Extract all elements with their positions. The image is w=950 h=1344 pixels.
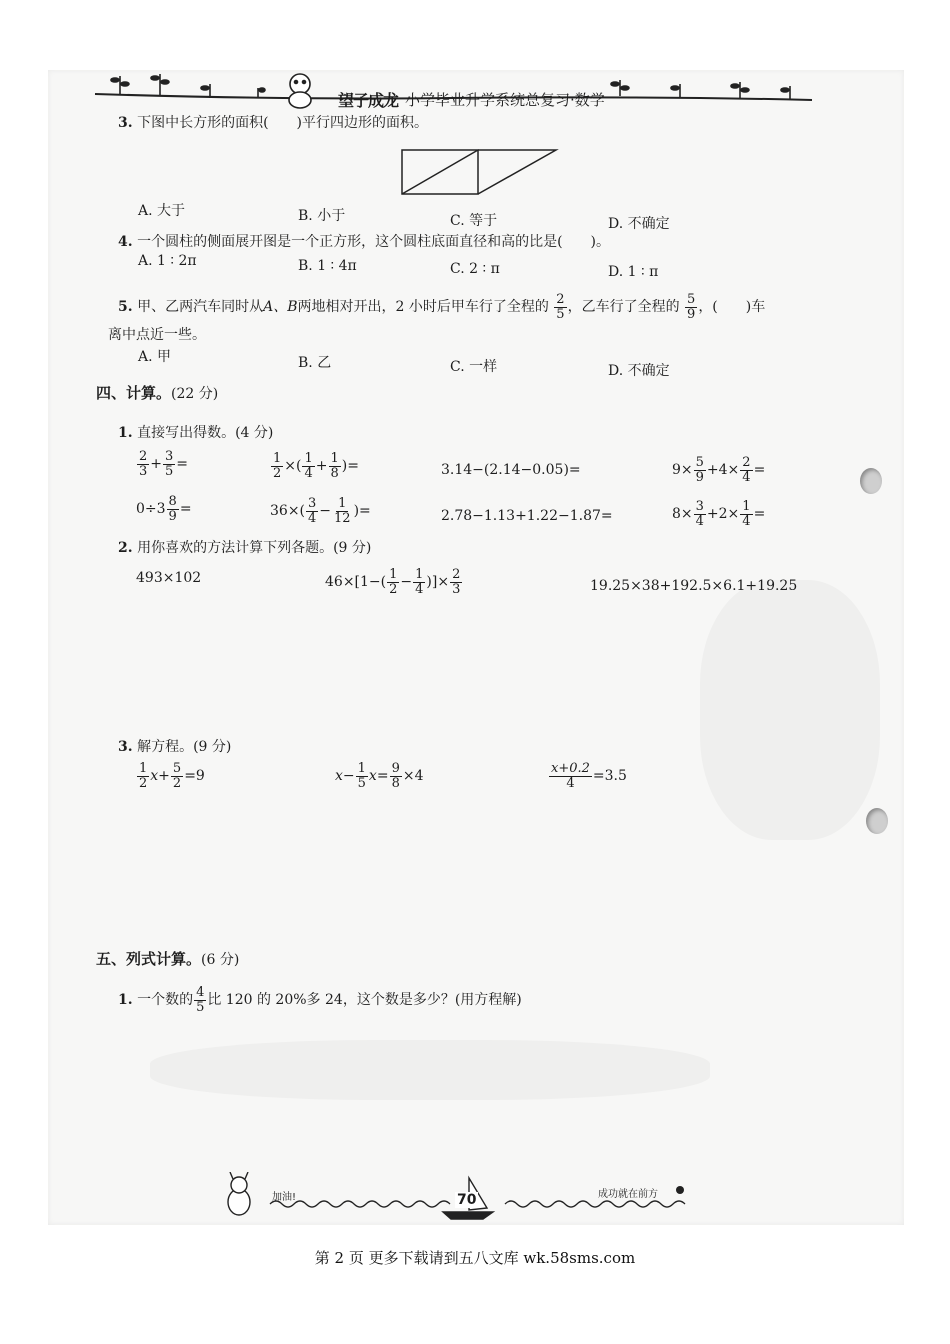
denominator: 8 xyxy=(391,775,400,791)
numerator: 1 xyxy=(742,499,751,514)
q4-option-c: C. 2 ∶ π xyxy=(450,261,500,277)
question-3 xyxy=(118,112,428,132)
q4-option-d: D. 1 ∶ π xyxy=(608,264,659,280)
operator: − xyxy=(319,503,332,520)
equals: = xyxy=(179,501,192,518)
question-text: ，乙车行了全程的 xyxy=(567,299,680,316)
numerator: 3 xyxy=(165,449,174,464)
equals: =3.5 xyxy=(592,768,627,785)
denominator: 4 xyxy=(566,775,575,791)
rectangle-parallelogram-figure xyxy=(400,148,560,196)
fraction xyxy=(137,450,149,478)
operator: + xyxy=(315,458,328,475)
punch-hole xyxy=(860,468,882,494)
question-4 xyxy=(118,231,610,251)
denominator: 8 xyxy=(330,465,339,481)
question-text: 甲、乙两汽车同时从 xyxy=(137,299,264,316)
question-points: (9 分) xyxy=(333,540,372,556)
operator: x= xyxy=(368,768,389,785)
denominator: 5 xyxy=(196,999,205,1015)
question-text: 比 120 的 20%多 24，这个数是多少？(用方程解) xyxy=(207,992,522,1009)
calc-2-2 xyxy=(270,497,371,525)
fraction xyxy=(740,456,752,484)
operator: ×4 xyxy=(402,768,424,785)
question-number: 3. xyxy=(118,739,133,755)
section-points: (22 分) xyxy=(171,386,219,402)
q3-option-a: A. 大于 xyxy=(138,203,186,219)
numerator: 1 xyxy=(304,451,313,466)
equation-1 xyxy=(136,762,205,790)
question-text: 直接写出得数。 xyxy=(137,425,236,441)
question-number: 4. xyxy=(118,234,133,250)
denominator: 4 xyxy=(742,513,751,529)
operator: )= xyxy=(353,503,371,520)
header-title: 小学毕业升学系统总复习·数学 xyxy=(405,91,605,109)
question-number: 2. xyxy=(118,540,133,556)
q5-option-a: A. 甲 xyxy=(138,349,172,365)
operator: +2× xyxy=(706,506,740,523)
fraction xyxy=(306,497,318,525)
calc-3-1: 493×102 xyxy=(136,570,202,586)
q3-option-b: B. 小于 xyxy=(298,208,346,224)
calc-3-2 xyxy=(325,568,463,596)
fraction xyxy=(450,568,462,596)
calc-1-4 xyxy=(672,456,765,484)
operator: x− xyxy=(335,768,355,785)
fraction xyxy=(694,500,706,528)
section-4-heading xyxy=(96,382,218,403)
operator: 9× xyxy=(672,462,693,479)
download-note: 第 2 页 更多下载请到五八文库 wk.58sms.com xyxy=(314,1249,636,1267)
q5-option-b: B. 乙 xyxy=(298,355,332,371)
question-number: 3. xyxy=(118,115,133,131)
fraction xyxy=(740,500,752,528)
question-text: 一个数的 xyxy=(137,992,194,1009)
calc-2-1 xyxy=(136,495,192,523)
question-text: 解方程。 xyxy=(137,739,194,755)
denominator: 4 xyxy=(308,510,317,526)
denominator: 4 xyxy=(415,581,424,597)
fraction xyxy=(137,762,149,790)
numerator: 4 xyxy=(196,985,205,1000)
operator: 8× xyxy=(672,506,693,523)
numerator: 2 xyxy=(139,449,148,464)
numerator: 2 xyxy=(556,292,565,307)
denominator: 4 xyxy=(695,513,704,529)
fraction xyxy=(167,495,179,523)
calc-1-1 xyxy=(136,450,188,478)
denominator: 9 xyxy=(695,469,704,485)
denominator: 4 xyxy=(742,469,751,485)
numerator: 1 xyxy=(357,761,366,776)
fraction xyxy=(271,452,283,480)
numerator: x+0.2 xyxy=(551,761,590,776)
scan-smudge xyxy=(150,1040,710,1100)
question-number: 5. xyxy=(118,299,133,316)
operator: + xyxy=(150,456,163,473)
operator: +4× xyxy=(706,462,740,479)
fraction xyxy=(387,568,399,596)
fraction xyxy=(413,568,425,596)
numerator: 1 xyxy=(139,761,148,776)
section-title: 五、列式计算。 xyxy=(96,950,202,968)
question-5-line2: 离中点近一些。 xyxy=(108,327,206,343)
operator: 46×[1−( xyxy=(325,574,387,591)
q5-option-c: C. 一样 xyxy=(450,359,498,375)
numerator: 2 xyxy=(452,567,461,582)
fraction xyxy=(163,450,175,478)
equals: = xyxy=(176,456,189,473)
question-number: 1. xyxy=(118,992,133,1009)
fraction xyxy=(194,986,206,1014)
numerator: 1 xyxy=(338,496,347,511)
q3-option-d: D. 不确定 xyxy=(608,216,670,232)
calc-1-2 xyxy=(270,452,359,480)
section-title: 四、计算。 xyxy=(96,384,172,402)
question-text: 一个圆柱的侧面展开图是一个正方形，这个圆柱底面直径和高的比是( )。 xyxy=(137,234,610,250)
q4-option-b: B. 1 ∶ 4π xyxy=(298,258,357,274)
place-labels: A、B xyxy=(263,299,298,316)
equals: =9 xyxy=(184,768,205,785)
denominator: 2 xyxy=(273,465,282,481)
fraction xyxy=(302,452,314,480)
numerator: 5 xyxy=(695,455,704,470)
question-number: 1. xyxy=(118,425,133,441)
question-5 xyxy=(118,293,765,321)
numerator: 1 xyxy=(415,567,424,582)
denominator: 5 xyxy=(357,775,366,791)
calc-3-3: 19.25×38+192.5×6.1+19.25 xyxy=(590,578,798,594)
question-text: 用你喜欢的方法计算下列各题。 xyxy=(137,540,334,556)
operator: − xyxy=(400,574,413,591)
numerator: 3 xyxy=(695,499,704,514)
footer-left-text: 加油! xyxy=(272,1192,297,1203)
question-text: ，( )车 xyxy=(698,299,766,316)
punch-hole xyxy=(866,808,888,834)
calc-2-4 xyxy=(672,500,765,528)
calc-1-3: 3.14−(2.14−0.05)= xyxy=(441,462,581,478)
equals: = xyxy=(753,462,766,479)
q5-option-d: D. 不确定 xyxy=(608,363,670,379)
numerator: 1 xyxy=(389,567,398,582)
section-5-heading xyxy=(96,948,239,969)
denominator: 2 xyxy=(389,581,398,597)
question-text: 两地相对开出，2 小时后甲车行了全程的 xyxy=(297,299,549,316)
fraction xyxy=(549,762,592,790)
numerator: 5 xyxy=(687,292,696,307)
fraction xyxy=(554,293,566,321)
numerator: 5 xyxy=(172,761,182,776)
denominator: 4 xyxy=(304,465,313,481)
numerator: 1 xyxy=(273,451,282,466)
subquestion-2 xyxy=(118,537,371,557)
question-points: (4 分) xyxy=(235,425,274,441)
numerator: 3 xyxy=(308,496,317,511)
operator: )]× xyxy=(426,574,450,591)
denominator: 9 xyxy=(168,508,177,524)
page-number: 70 xyxy=(457,1192,477,1208)
fraction xyxy=(685,293,697,321)
denominator: 2 xyxy=(139,775,148,791)
equals: = xyxy=(753,506,766,523)
section-points: (6 分) xyxy=(201,952,240,968)
section-5-question-1 xyxy=(118,986,522,1014)
subquestion-1 xyxy=(118,422,273,442)
numerator: 2 xyxy=(742,455,751,470)
footer-right-text: 成功就在前方 xyxy=(598,1189,658,1200)
numerator: 8 xyxy=(168,494,177,509)
calc-2-3: 2.78−1.13+1.22−1.87= xyxy=(441,508,613,524)
numerator: 1 xyxy=(330,451,339,466)
scan-smudge xyxy=(700,580,880,840)
fraction xyxy=(332,497,353,525)
denominator: 5 xyxy=(556,306,565,322)
operator: ×( xyxy=(284,458,302,475)
operator: 0÷3 xyxy=(136,501,166,518)
equation-3 xyxy=(548,762,627,790)
numerator: 9 xyxy=(391,761,400,776)
equation-2 xyxy=(335,762,423,790)
denominator: 3 xyxy=(452,581,461,597)
denominator: 3 xyxy=(139,463,148,479)
question-points: (9 分) xyxy=(193,739,232,755)
operator: )= xyxy=(341,458,359,475)
q4-option-a: A. 1 ∶ 2π xyxy=(138,253,197,269)
denominator: 12 xyxy=(334,510,351,526)
fraction xyxy=(356,762,368,790)
operator: x+ xyxy=(150,768,170,785)
q3-option-c: C. 等于 xyxy=(450,213,498,229)
operator: 36×( xyxy=(270,503,306,520)
denominator: 5 xyxy=(165,463,174,479)
subquestion-3 xyxy=(118,736,231,756)
fraction xyxy=(329,452,341,480)
denominator: 9 xyxy=(687,306,696,322)
question-text: 下图中长方形的面积( )平行四边形的面积。 xyxy=(137,115,429,131)
fraction xyxy=(390,762,402,790)
fraction xyxy=(694,456,706,484)
brand-logo: 望子成龙 xyxy=(338,91,399,110)
fraction xyxy=(171,762,183,790)
denominator: 2 xyxy=(172,775,182,791)
